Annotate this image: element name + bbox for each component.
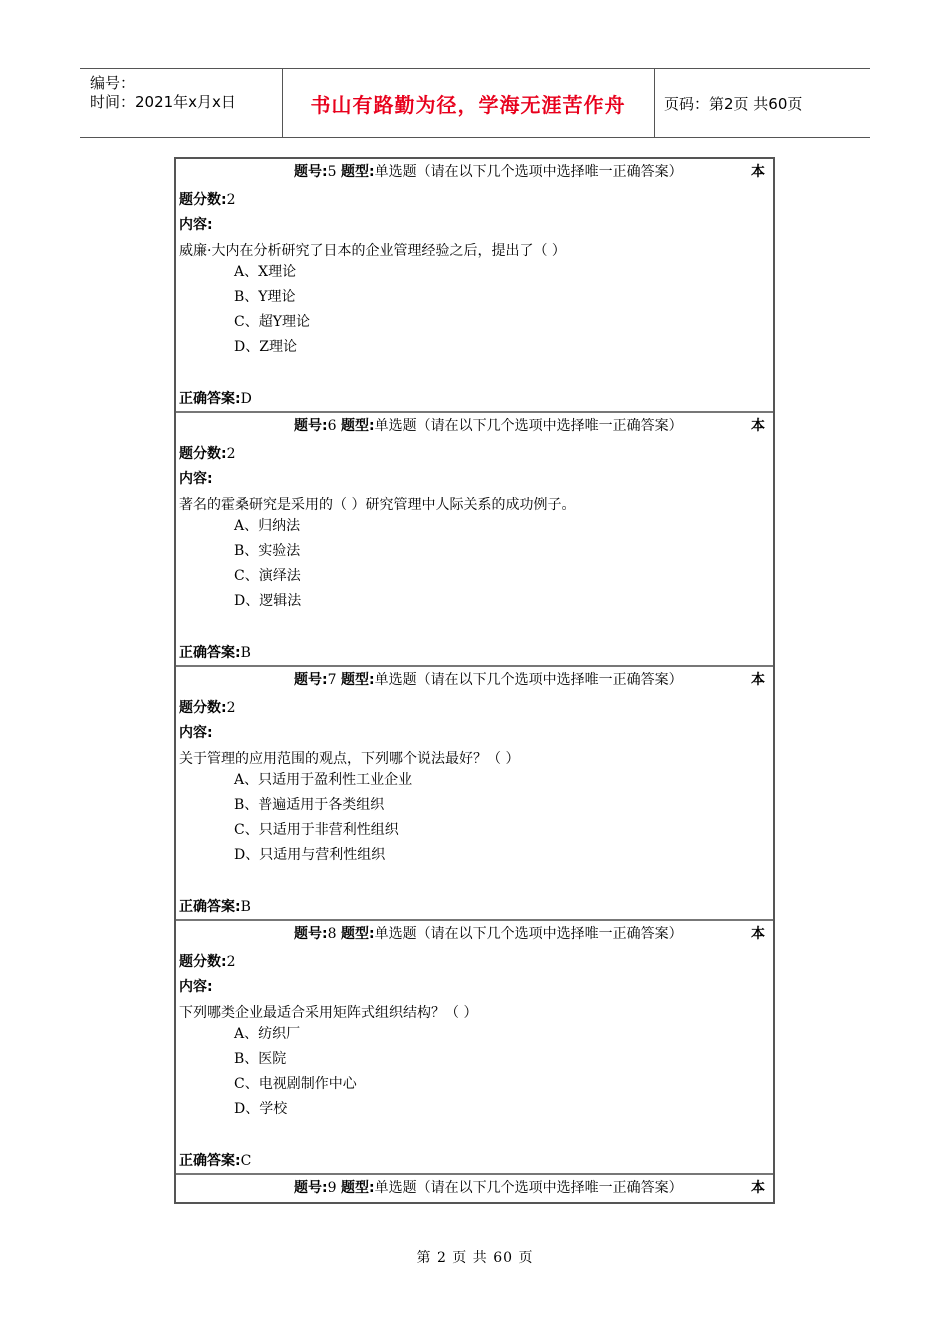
qno-label: 题号: xyxy=(294,1180,328,1196)
option-b: B、实验法 xyxy=(234,543,301,559)
option-a: A、纺织厂 xyxy=(234,1026,301,1042)
header-motto-cell xyxy=(282,69,655,137)
question-block xyxy=(176,921,773,1175)
score-value: 2 xyxy=(226,446,236,462)
qno-label: 题号: xyxy=(294,672,328,688)
answer-value: B xyxy=(240,645,251,661)
question-type: 单选题（请在以下几个选项中选择唯一正确答案） xyxy=(374,672,683,688)
option-a: A、只适用于盈利性工业企业 xyxy=(234,772,413,788)
answer-row xyxy=(179,897,251,917)
page-info: 页码：第2页 共60页 xyxy=(664,94,803,113)
score-value: 2 xyxy=(226,192,236,208)
question-header xyxy=(294,670,683,690)
qtype-label: 题型: xyxy=(340,1180,375,1196)
score-value: 2 xyxy=(226,700,236,716)
qno-label: 题号: xyxy=(294,926,328,942)
content-label: 内容: xyxy=(179,979,213,995)
ben-label: 本 xyxy=(751,164,765,180)
answer-label: 正确答案: xyxy=(179,1153,241,1169)
time-label: 时间：2021年x月x日 xyxy=(90,93,236,111)
option-d: D、学校 xyxy=(234,1101,288,1117)
score-value: 2 xyxy=(226,954,236,970)
question-content: 威廉·大内在分析研究了日本的企业管理经验之后，提出了（ ） xyxy=(179,243,566,259)
question-content: 下列哪类企业最适合采用矩阵式组织结构？（ ） xyxy=(179,1005,478,1021)
ben-label: 本 xyxy=(751,418,765,434)
option-d: D、逻辑法 xyxy=(234,593,302,609)
question-content: 关于管理的应用范围的观点，下列哪个说法最好？（ ） xyxy=(179,751,520,767)
question-type: 单选题（请在以下几个选项中选择唯一正确答案） xyxy=(374,926,683,942)
ben-label: 本 xyxy=(751,926,765,942)
qno-label: 题号: xyxy=(294,418,328,434)
question-block xyxy=(176,413,773,667)
question-block xyxy=(176,667,773,921)
question-type: 单选题（请在以下几个选项中选择唯一正确答案） xyxy=(374,164,683,180)
answer-row xyxy=(179,1151,251,1171)
motto: 书山有路勤为径，学海无涯苦作舟 xyxy=(310,92,626,117)
score-row xyxy=(179,952,236,972)
question-number: 9 xyxy=(327,1180,337,1196)
option-a: A、X理论 xyxy=(234,264,297,280)
qno-label: 题号: xyxy=(294,164,328,180)
header-meta xyxy=(80,69,283,137)
score-label: 题分数: xyxy=(179,954,227,970)
question-header xyxy=(294,162,683,182)
answer-value: B xyxy=(240,899,251,915)
content-label: 内容: xyxy=(179,217,213,233)
score-label: 题分数: xyxy=(179,700,227,716)
option-c: C、电视剧制作中心 xyxy=(234,1076,357,1092)
option-c: C、只适用于非营利性组织 xyxy=(234,822,399,838)
question-number: 6 xyxy=(327,418,337,434)
answer-value: C xyxy=(240,1153,252,1169)
answer-label: 正确答案: xyxy=(179,899,241,915)
option-b: B、Y理论 xyxy=(234,289,296,305)
ben-label: 本 xyxy=(751,672,765,688)
question-table xyxy=(174,157,775,1204)
content-label: 内容: xyxy=(179,725,213,741)
qtype-label: 题型: xyxy=(340,672,375,688)
number-label: 编号： xyxy=(90,74,136,92)
option-b: B、医院 xyxy=(234,1051,287,1067)
option-c: C、超Y理论 xyxy=(234,314,310,330)
question-content: 著名的霍桑研究是采用的（ ）研究管理中人际关系的成功例子。 xyxy=(179,497,576,513)
answer-label: 正确答案: xyxy=(179,391,241,407)
question-type: 单选题（请在以下几个选项中选择唯一正确答案） xyxy=(374,418,683,434)
score-label: 题分数: xyxy=(179,192,227,208)
score-row xyxy=(179,698,236,718)
document-header xyxy=(80,68,870,138)
option-d: D、只适用与营利性组织 xyxy=(234,847,386,863)
answer-value: D xyxy=(240,391,252,407)
question-block xyxy=(176,159,773,413)
ben-label: 本 xyxy=(751,1180,765,1196)
page-footer: 第 2 页 共 60 页 xyxy=(416,1250,534,1266)
question-header xyxy=(294,924,683,944)
content-label: 内容: xyxy=(179,471,213,487)
option-c: C、演绎法 xyxy=(234,568,301,584)
question-block xyxy=(176,1175,773,1202)
option-d: D、Z理论 xyxy=(234,339,297,355)
score-label: 题分数: xyxy=(179,446,227,462)
answer-row xyxy=(179,389,252,409)
question-number: 7 xyxy=(327,672,337,688)
score-row xyxy=(179,444,236,464)
score-row xyxy=(179,190,236,210)
question-header xyxy=(294,416,683,436)
option-b: B、普遍适用于各类组织 xyxy=(234,797,385,813)
option-a: A、归纳法 xyxy=(234,518,301,534)
question-header xyxy=(294,1178,683,1198)
qtype-label: 题型: xyxy=(340,418,375,434)
qtype-label: 题型: xyxy=(340,164,375,180)
answer-label: 正确答案: xyxy=(179,645,241,661)
answer-row xyxy=(179,643,251,663)
question-number: 8 xyxy=(327,926,337,942)
qtype-label: 题型: xyxy=(340,926,375,942)
question-type: 单选题（请在以下几个选项中选择唯一正确答案） xyxy=(374,1180,683,1196)
header-page-cell xyxy=(654,69,870,137)
question-number: 5 xyxy=(327,164,337,180)
